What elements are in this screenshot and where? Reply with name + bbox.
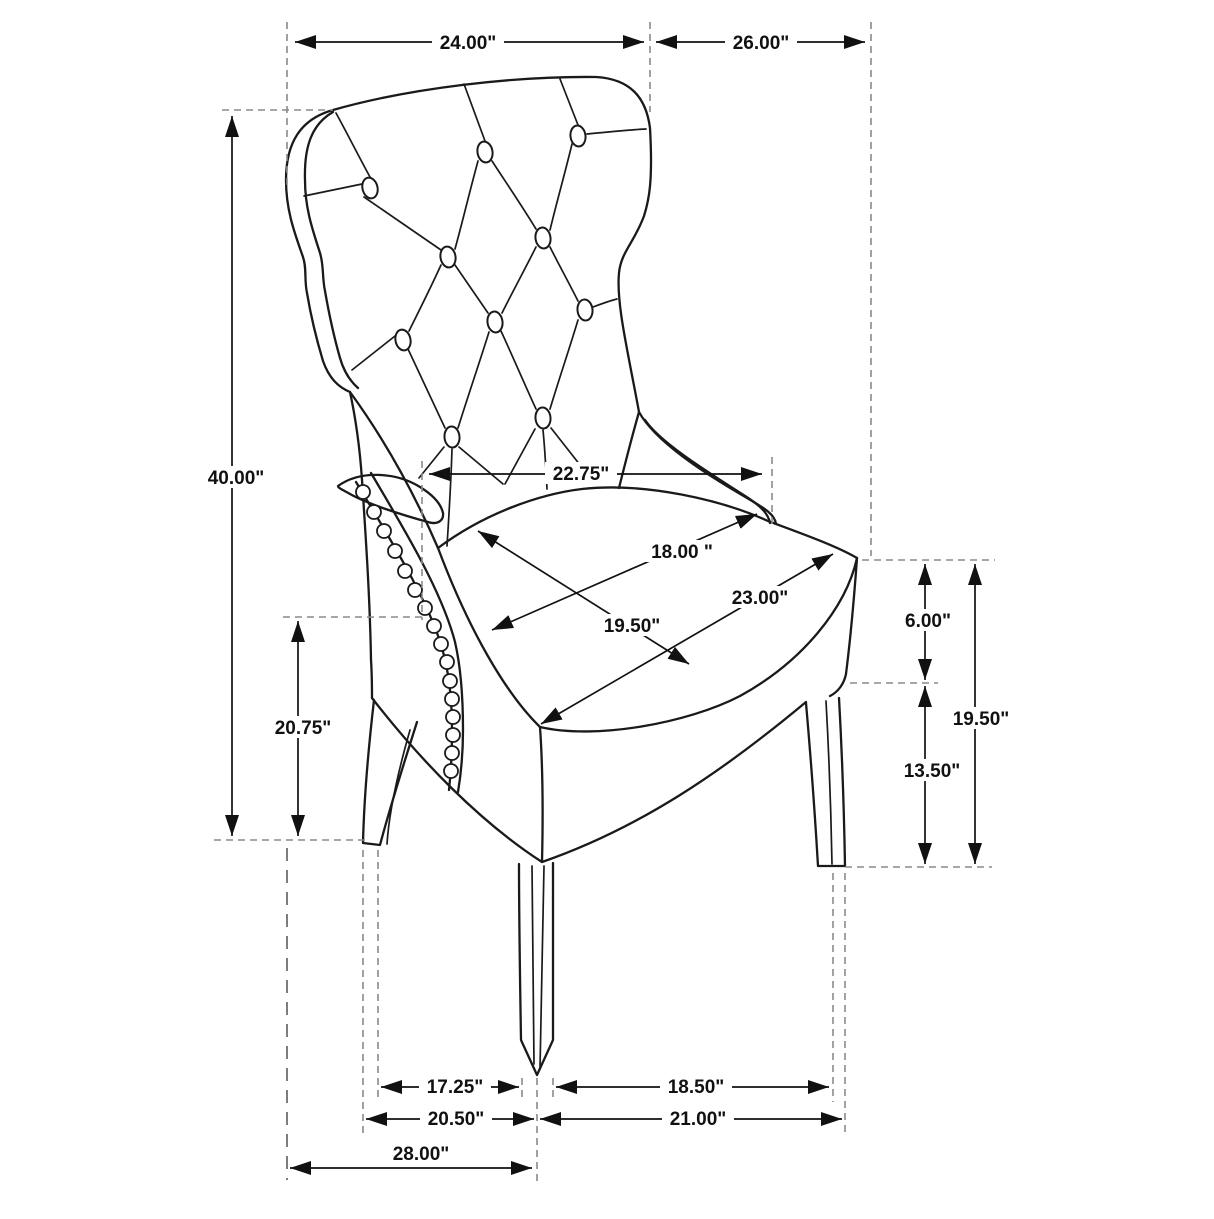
dim-seat-width-label: 18.00 " <box>651 542 713 563</box>
dim-side-leg-gap-label: 18.50" <box>667 1077 725 1098</box>
front-center-leg <box>519 863 553 1075</box>
front-left-leg-face <box>387 730 410 844</box>
dim-overall-depth-label: 28.00" <box>392 1144 450 1165</box>
seat-outline <box>438 487 857 731</box>
left-wing-roll <box>305 112 358 388</box>
dim-seat-depth-label: 19.50" <box>603 616 661 637</box>
back-right-boundary <box>619 412 639 488</box>
dim-side-width-floor-label: 21.00" <box>669 1109 727 1130</box>
dim-arm-height-label: 20.75" <box>274 718 332 739</box>
chair-drawing <box>286 77 857 1075</box>
rear-right-leg <box>806 698 845 866</box>
extension-guides <box>214 22 995 1182</box>
dim-seat-height-total-label: 19.50" <box>952 709 1010 730</box>
front-center-leg-face1 <box>532 866 534 1064</box>
dim-seat-thickness-label: 6.00" <box>905 611 951 632</box>
dim-leg-height-label: 13.50" <box>903 761 961 782</box>
seat-right-side <box>830 558 857 696</box>
arm-scroll <box>338 475 443 523</box>
dim-seat-back-width-label: 22.75" <box>552 464 610 485</box>
right-wing-trim <box>645 420 770 523</box>
front-center-leg-face2 <box>540 866 544 1069</box>
chair-back-outline <box>333 77 776 524</box>
dimension-lines <box>232 42 975 1168</box>
tufting-buttons <box>360 125 593 449</box>
dim-front-leg-gap-label: 17.25" <box>426 1077 484 1098</box>
dimension-labels <box>200 31 1017 1165</box>
dim-overall-height-label: 40.00" <box>207 468 265 489</box>
dim-top-depth-label: 26.00" <box>732 33 790 54</box>
rear-right-leg-face <box>826 701 832 864</box>
dim-front-width-floor-label: 20.50" <box>427 1109 485 1130</box>
seat-corner-seam <box>540 727 543 862</box>
dim-seat-diagonal-label: 23.00" <box>731 588 789 609</box>
dim-back-width-label: 24.00" <box>439 33 497 54</box>
skirt-bottom <box>372 698 806 862</box>
